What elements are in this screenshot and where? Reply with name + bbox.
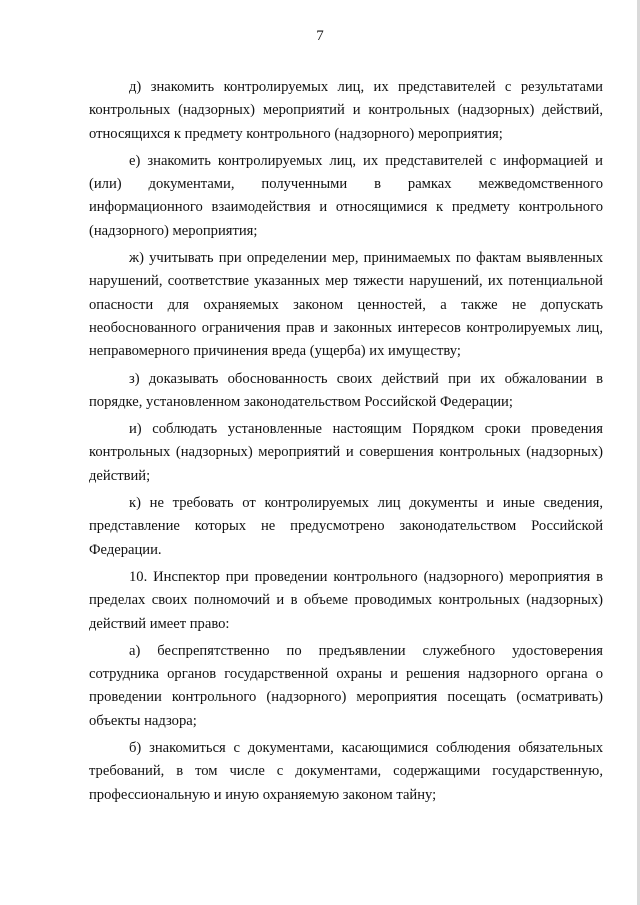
paragraph-b: б) знакомиться с документами, касающимися соблюдения обязательных требований, в том числе с документами, содержащими государственную, профессиональную и иную охраняемую законом тайну; [89, 740, 603, 803]
paragraph-zh: ж) учитывать при определении мер, принимаемых по фактам выявленных нарушений, соответствие указанных мер тяжести нарушений, их потенциальной опасности для охраняемых законом ценностей, а также не допускать необоснованного ограничения прав и законных интересов контролируемых лиц, неправомерного причинения вреда (ущерба) их имуществу; [89, 250, 603, 360]
paragraph-d: д) знакомить контролируемых лиц, их представителей с результатами контрольных (надзорных) мероприятий и контрольных (надзорных) действий, относящихся к предмету контрольного (надзорного) мероприятия; [89, 79, 603, 142]
paragraph-k: к) не требовать от контролируемых лиц документы и иные сведения, представление которых не предусмотрено законодательством Российской Федерации. [89, 495, 603, 558]
paragraph-ye: е) знакомить контролируемых лиц, их представителей с информацией и (или) документами, полученными в рамках межведомственного информационного взаимодействия и относящимися к предмету контрольного (надзорного) мероприятия; [89, 152, 603, 239]
paragraph-a: а) беспрепятственно по предъявлении служебного удостоверения сотрудника органов государственной охраны и решения надзорного органа о проведении контрольного (надзорного) мероприятия посещать (осматривать) объекты надзора; [89, 642, 603, 729]
document-body [89, 76, 603, 811]
paragraph-z: з) доказывать обоснованность своих действий при их обжаловании в порядке, установленном законодательством Российской Федерации; [89, 370, 603, 410]
page-number: 7 [316, 28, 324, 44]
paragraph-i: и) соблюдать установленные настоящим Порядком сроки проведения контрольных (надзорных) мероприятий и совершения контрольных (надзорных) действий; [89, 421, 603, 484]
paragraph-10: 10. Инспектор при проведении контрольного (надзорного) мероприятия в пределах своих полномочий и в объеме проводимых контрольных (надзорных) действий имеет право: [89, 568, 603, 632]
